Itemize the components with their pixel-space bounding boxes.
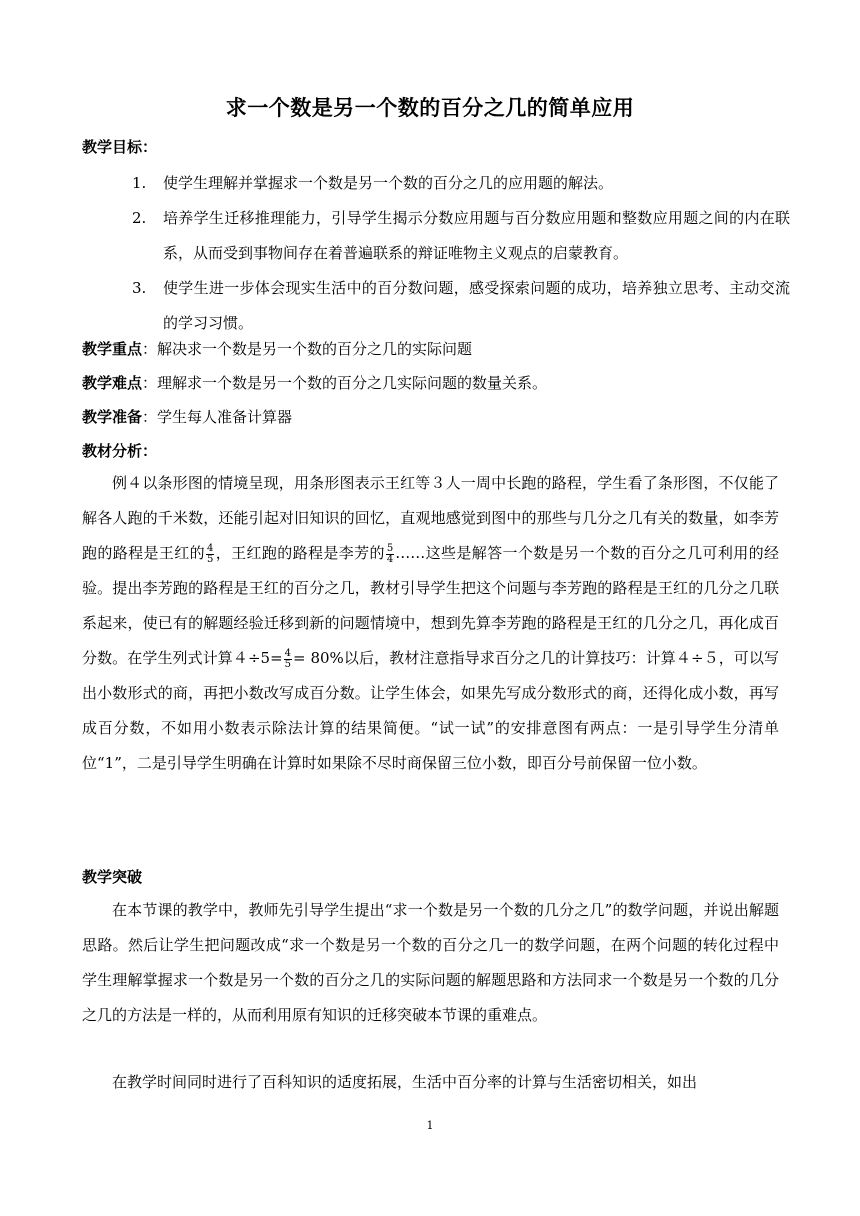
- goal-item: [130, 271, 790, 341]
- key-point-label: 教学重点: [82, 340, 143, 358]
- fraction-numerator: 4: [284, 647, 292, 659]
- fraction-four-fifths-2: [284, 649, 292, 670]
- goal-item: [130, 166, 790, 201]
- fraction-denominator: 5: [207, 553, 214, 565]
- breakthrough-paragraph-1: 在本节课的教学中，教师先引导学生提出“求一个数是另一个数的几分之几”的数学问题，并说出解题思路。然后让学生把问题改成“求一个数是另一个数的百分之几一的数学问题，在两个问题的转化过程中学生理解掌握求一个数是另一个数的百分之几的实际问题的解题思路和方法同求一个数是另一个数的几分之几的方法是一样的，从而利用原有知识的迁移突破本节课的重难点。: [82, 901, 779, 1024]
- preparation-line: [82, 406, 292, 427]
- analysis-text-3: ……这些是解答一个数是另一个数的百分之几可利用的经验。提出李芳跑的路程是王红的百分之几，教材引导学生把这个问题与李芳跑的路程是王红的几分之几联系起来，使已有的解题经验迁移到新的问题情境中，想到先算李芳跑的路程是王红的几分之几，再化成百分数。在学生列式计算４÷5=: [82, 544, 779, 667]
- difficulty-text: ：理解求一个数是另一个数的百分之几实际问题的数量关系。: [142, 374, 548, 392]
- page-number: 1: [426, 1119, 434, 1132]
- goal-number: 1.: [132, 174, 147, 192]
- fraction-denominator: 5: [284, 658, 292, 670]
- goal-text: 使学生进一步体会现实生活中的百分数问题，感受探索问题的成功，培养独立思考、主动交流的学习习惯。: [163, 279, 790, 332]
- fraction-four-fifths: [206, 544, 214, 565]
- fraction-numerator: 4: [207, 542, 214, 554]
- goal-text: 培养学生迁移推理能力，引导学生揭示分数应用题与百分数应用题和整数应用题之间的内在联系，从而受到事物间存在着普遍联系的辩证唯物主义观点的启蒙教育。: [163, 209, 790, 262]
- document-title: 求一个数是另一个数的百分之几的简单应用: [225, 96, 635, 120]
- difficulty-line: [82, 372, 547, 393]
- goals-list: [130, 166, 790, 341]
- goal-number: 3.: [132, 279, 147, 297]
- key-point-line: [82, 338, 472, 359]
- goal-item: [130, 201, 790, 271]
- fraction-numerator: 5: [386, 542, 394, 554]
- analysis-heading: 教材分析：: [82, 442, 158, 460]
- goal-number: 2.: [132, 209, 147, 227]
- goal-text: 使学生理解并掌握求一个数是另一个数的百分之几的应用题的解法。: [163, 174, 614, 192]
- analysis-text-2: ，王红跑的路程是李芳的: [215, 544, 385, 562]
- analysis-text-1: 例４以条形图的情境呈现，用条形图表示王红等３人一周中长跑的路程，学生看了条形图，不仅能了解各人跑的千米数，还能引起对旧知识的回忆，直观地感觉到图中的那些与几分之几有关的数量，如李芳跑的路程是王红的: [82, 474, 779, 562]
- difficulty-label: 教学难点: [82, 374, 143, 392]
- preparation-label: 教学准备: [82, 408, 143, 426]
- fraction-denominator: 4: [386, 553, 394, 565]
- key-point-text: ：解决求一个数是另一个数的百分之几的实际问题: [142, 340, 473, 358]
- goals-heading: 教学目标：: [82, 138, 158, 156]
- preparation-text: ：学生每人准备计算器: [142, 408, 293, 426]
- fraction-five-fourths: [386, 544, 394, 565]
- breakthrough-paragraph-2: 在教学时间同时进行了百科知识的适度拓展，生活中百分率的计算与生活密切相关，如出: [112, 1073, 698, 1091]
- analysis-text-4: = 80%以后，教材注意指导求百分之几的计算技巧：计算４÷５，可以写出小数形式的商，再把小数改写成百分数。让学生体会，如果先写成分数形式的商，还得化成小数，再写成百分数，不如用小数表示除法计算的结果简便。“试一试”的安排意图有两点：一是引导学生分清单位“1”，二是引导学生明确在计算时如果除不尽时商保留三位小数，即百分号前保留一位小数。: [82, 649, 779, 772]
- breakthrough-heading: 教学突破: [82, 868, 143, 886]
- analysis-paragraph: [82, 466, 779, 781]
